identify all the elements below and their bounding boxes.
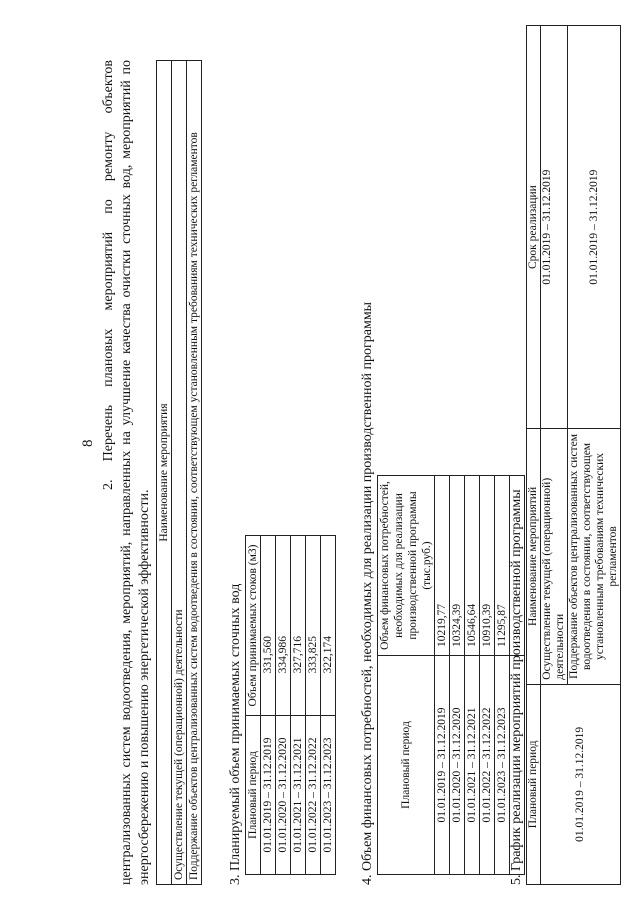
volume-cell: 322,174 bbox=[321, 536, 336, 716]
period-cell: 01.01.2021 – 31.12.2021 bbox=[465, 656, 480, 875]
amount-cell: 10324,39 bbox=[450, 476, 465, 656]
deadline-cell: 01.01.2019 – 31.12.2019 bbox=[541, 26, 568, 429]
amount-cell: 10910,39 bbox=[480, 476, 495, 656]
page-number: 8 bbox=[80, 439, 96, 447]
period-cell: 01.01.2023 – 31.12.2023 bbox=[321, 716, 336, 875]
period-cell: 01.01.2023 – 31.12.2023 bbox=[495, 656, 510, 875]
activity-cell: Осуществление текущей (операционной) деятельности bbox=[541, 429, 568, 685]
volume-cell: 333,825 bbox=[306, 536, 321, 716]
activity-row: Осуществление текущей (операционной) деятельности bbox=[172, 61, 187, 885]
volume-column-header: Объем принимаемых стоков (м3) bbox=[246, 536, 261, 716]
deadline-cell: 01.01.2019 – 31.12.2019 bbox=[568, 26, 621, 429]
volume-cell: 334,986 bbox=[276, 536, 291, 716]
period-column-header: Плановый период bbox=[378, 656, 435, 875]
section5-heading: 5. График реализации мероприятий производственной программы bbox=[509, 489, 524, 885]
table-row bbox=[276, 536, 291, 875]
amount-cell: 11295,87 bbox=[495, 476, 510, 656]
table-row bbox=[480, 476, 495, 875]
period-column-header: Плановый период bbox=[246, 716, 261, 875]
activity-cell: Поддержание объектов централизованных систем водоотведения в состоянии, соответствующем установленным требованиям технических регламентов bbox=[568, 429, 621, 685]
table-row bbox=[450, 476, 465, 875]
document-body bbox=[100, 25, 619, 885]
period-cell: 01.01.2019 – 31.12.2019 bbox=[435, 656, 450, 875]
section2-heading: 2. Перечень плановых мероприятий по ремонту объектов централизованных систем водоотведения, мероприятий, направленных на улучшение качества очистки сточных вод, мероприятий по энергосбережению и повышению энергетической эффективности. bbox=[101, 60, 152, 885]
activities-column-header: Наименование мероприятия bbox=[157, 61, 172, 885]
table-row bbox=[306, 536, 321, 875]
period-cell: 01.01.2022 – 31.12.2022 bbox=[480, 656, 495, 875]
volume-cell: 331,560 bbox=[261, 536, 276, 716]
table-row bbox=[541, 26, 568, 885]
financial-column-header: Объем финансовых потребностей, необходимых для реализации производственной программы (тыс.руб.) bbox=[378, 476, 435, 656]
amount-cell: 10546,64 bbox=[465, 476, 480, 656]
section3-heading: 3. Планируемый объем принимаемых сточных вод bbox=[228, 583, 243, 885]
table-row bbox=[465, 476, 480, 875]
period-cell: 01.01.2022 – 31.12.2022 bbox=[306, 716, 321, 875]
schedule-table bbox=[526, 25, 621, 885]
period-cell: 01.01.2020 – 31.12.2020 bbox=[276, 716, 291, 875]
section4-heading: 4. Объем финансовых потребностей, необходимых для реализации производственной программы bbox=[360, 301, 375, 885]
volume-cell: 327,716 bbox=[291, 536, 306, 716]
table-row bbox=[435, 476, 450, 875]
table-row bbox=[321, 536, 336, 875]
activity-row: Поддержание объектов централизованных систем водоотведения в состоянии, соответствующем установленным требованиям технических регламентов bbox=[187, 61, 202, 885]
table-row bbox=[261, 536, 276, 875]
period-cell: 01.01.2021 – 31.12.2021 bbox=[291, 716, 306, 875]
activities-column-header: Наименование мероприятий bbox=[527, 429, 541, 685]
deadline-column-header: Срок реализации bbox=[527, 26, 541, 429]
amount-cell: 10219,77 bbox=[435, 476, 450, 656]
table-row bbox=[291, 536, 306, 875]
period-cell: 01.01.2019 – 31.12.2019 bbox=[541, 684, 621, 884]
activities-table bbox=[156, 60, 202, 885]
wastewater-volume-table bbox=[245, 535, 336, 875]
period-cell: 01.01.2019 – 31.12.2019 bbox=[261, 716, 276, 875]
period-column-header: Плановый период bbox=[527, 684, 541, 884]
financial-needs-table bbox=[377, 475, 525, 875]
period-cell: 01.01.2020 – 31.12.2020 bbox=[450, 656, 465, 875]
